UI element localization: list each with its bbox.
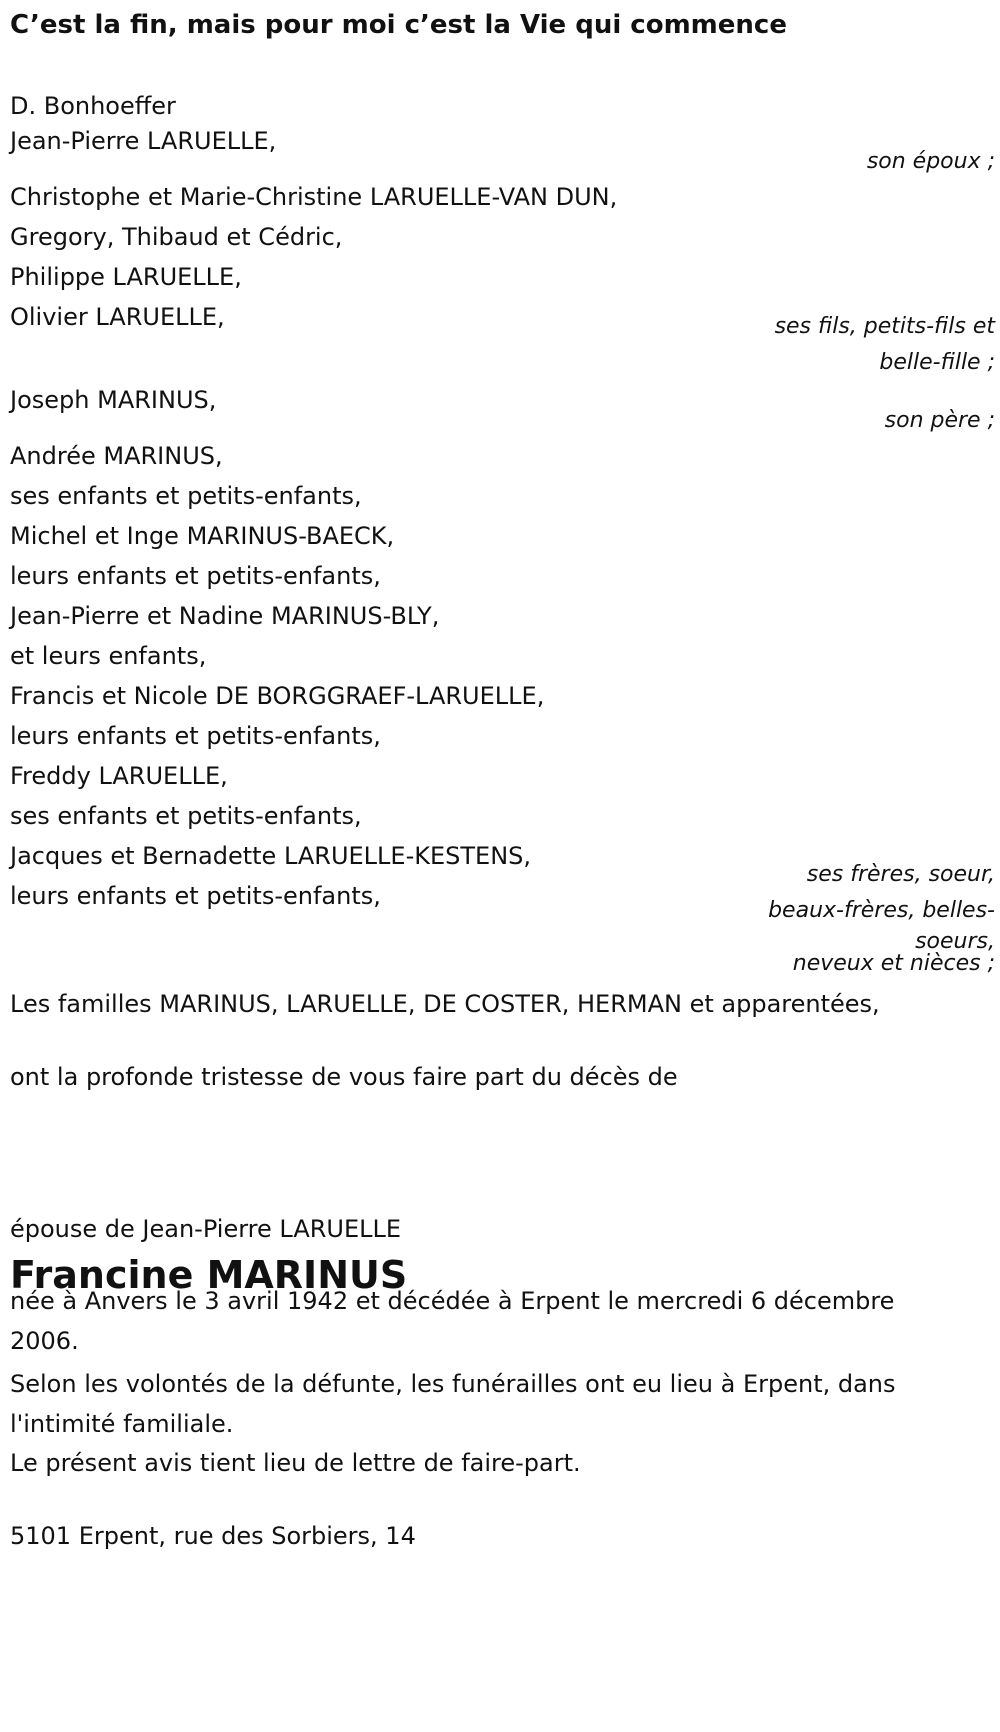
family-line: Philippe LARUELLE, bbox=[10, 263, 242, 291]
family-line: Christophe et Marie-Christine LARUELLE-VAN DUN, bbox=[10, 183, 618, 211]
spouse-line: épouse de Jean-Pierre LARUELLE bbox=[10, 1215, 402, 1243]
funeral-line: Selon les volontés de la défunte, les funérailles ont eu lieu à Erpent, dans bbox=[10, 1370, 896, 1398]
funeral-paragraph bbox=[10, 1364, 995, 1444]
role-sons bbox=[695, 307, 995, 383]
family-line: Gregory, Thibaud et Cédric, bbox=[10, 223, 343, 251]
family-line: et leurs enfants, bbox=[10, 642, 207, 670]
family-line: Olivier LARUELLE, bbox=[10, 303, 225, 331]
family-line: leurs enfants et petits-enfants, bbox=[10, 722, 381, 750]
quote-title: C’est la fin, mais pour moi c’est la Vie qui commence bbox=[10, 10, 787, 40]
announcement: ont la profonde tristesse de vous faire part du décès de bbox=[10, 1063, 678, 1091]
families-line: Les familles MARINUS, LARUELLE, DE COSTER, HERMAN et apparentées, bbox=[10, 990, 880, 1018]
siblings-list bbox=[10, 436, 995, 916]
dates-paragraph bbox=[10, 1281, 995, 1361]
father-name: Joseph MARINUS, bbox=[10, 386, 217, 414]
dates-line: 2006. bbox=[10, 1327, 79, 1355]
spouse-name: Jean-Pierre LARUELLE, bbox=[10, 127, 277, 155]
family-line: leurs enfants et petits-enfants, bbox=[10, 882, 381, 910]
quote-author: D. Bonhoeffer bbox=[10, 92, 176, 120]
family-line: Andrée MARINUS, bbox=[10, 442, 223, 470]
role-siblings bbox=[695, 855, 995, 984]
family-line: ses enfants et petits-enfants, bbox=[10, 802, 362, 830]
role-father: son père ; bbox=[884, 408, 995, 433]
deceased-name: Francine MARINUS bbox=[10, 1253, 408, 1297]
role-line: belle-fille ; bbox=[879, 350, 995, 375]
notice-line: Le présent avis tient lieu de lettre de faire-part. bbox=[10, 1449, 581, 1477]
family-line: Jacques et Bernadette LARUELLE-KESTENS, bbox=[10, 842, 532, 870]
role-line: soeurs, bbox=[915, 929, 995, 954]
family-line: Jean-Pierre et Nadine MARINUS-BLY, bbox=[10, 602, 440, 630]
role-line: ses frères, soeur, bbox=[806, 862, 995, 887]
family-line: Francis et Nicole DE BORGGRAEF-LARUELLE, bbox=[10, 682, 545, 710]
family-line: leurs enfants et petits-enfants, bbox=[10, 562, 381, 590]
dates-line: née à Anvers le 3 avril 1942 et décédée à Erpent le mercredi 6 décembre bbox=[10, 1287, 895, 1315]
funeral-line: l'intimité familiale. bbox=[10, 1410, 234, 1438]
family-line: Freddy LARUELLE, bbox=[10, 762, 228, 790]
address-line: 5101 Erpent, rue des Sorbiers, 14 bbox=[10, 1522, 416, 1550]
role-line: ses fils, petits-fils et bbox=[774, 314, 995, 339]
role-line: beaux-frères, belles- bbox=[768, 898, 995, 923]
role-line: neveux et nièces ; bbox=[792, 951, 995, 976]
family-line: Michel et Inge MARINUS-BAECK, bbox=[10, 522, 395, 550]
role-spouse: son époux ; bbox=[866, 149, 995, 174]
family-line: ses enfants et petits-enfants, bbox=[10, 482, 362, 510]
